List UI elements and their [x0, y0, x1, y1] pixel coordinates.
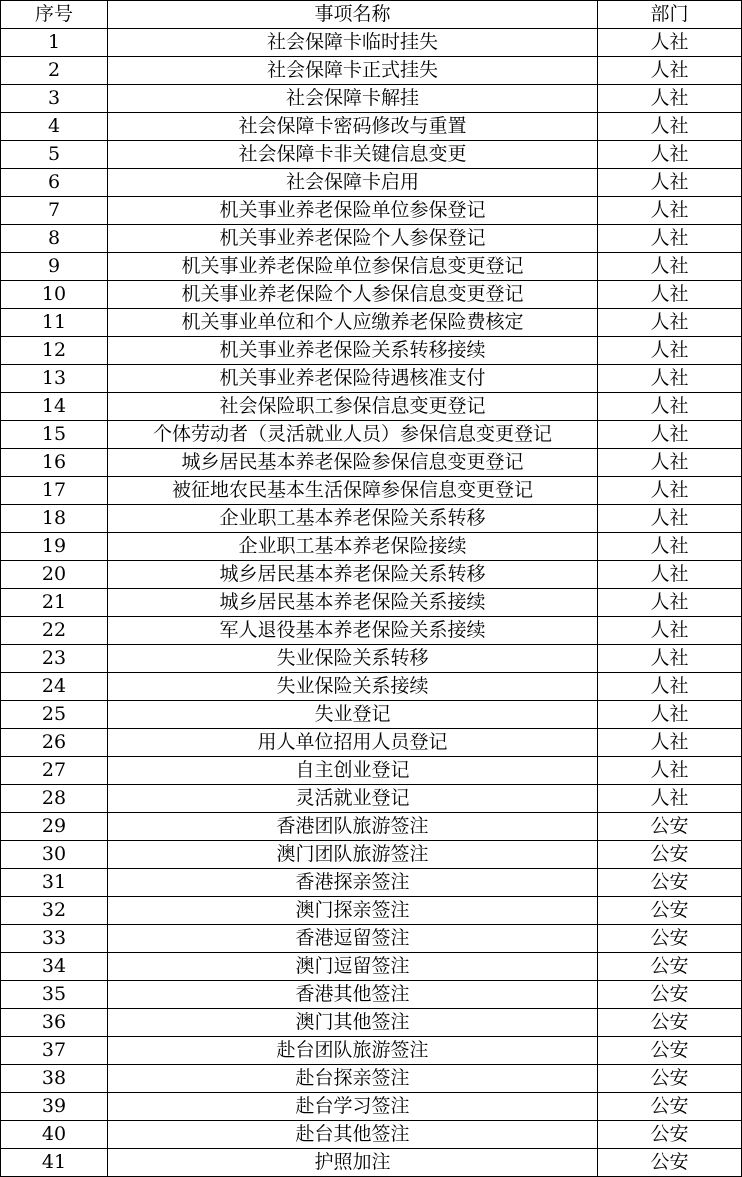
row-item-name: 社会保障卡正式挂失 — [108, 57, 598, 85]
row-department: 人社 — [598, 337, 742, 365]
row-department: 人社 — [598, 785, 742, 813]
row-index: 35 — [1, 981, 108, 1009]
row-department: 人社 — [598, 617, 742, 645]
row-index: 37 — [1, 1037, 108, 1065]
table-row — [1, 533, 742, 561]
table-row — [1, 757, 742, 785]
table-row — [1, 1093, 742, 1121]
row-index: 41 — [1, 1149, 108, 1177]
row-index: 14 — [1, 393, 108, 421]
table-row — [1, 85, 742, 113]
row-item-name: 机关事业养老保险关系转移接续 — [108, 337, 598, 365]
row-item-name: 社会保障卡密码修改与重置 — [108, 113, 598, 141]
table-row — [1, 673, 742, 701]
row-department: 人社 — [598, 645, 742, 673]
table-row — [1, 785, 742, 813]
row-item-name: 企业职工基本养老保险关系转移 — [108, 505, 598, 533]
row-item-name: 失业保险关系转移 — [108, 645, 598, 673]
row-department: 人社 — [598, 477, 742, 505]
row-department: 公安 — [598, 925, 742, 953]
row-department: 人社 — [598, 505, 742, 533]
table-row — [1, 729, 742, 757]
row-item-name: 军人退役基本养老保险关系接续 — [108, 617, 598, 645]
table-row — [1, 869, 742, 897]
table-body — [1, 29, 742, 1177]
row-department: 人社 — [598, 729, 742, 757]
row-department: 人社 — [598, 673, 742, 701]
row-index: 20 — [1, 561, 108, 589]
table-row — [1, 561, 742, 589]
row-index: 2 — [1, 57, 108, 85]
row-department: 人社 — [598, 309, 742, 337]
row-item-name: 澳门团队旅游签注 — [108, 841, 598, 869]
row-index: 33 — [1, 925, 108, 953]
row-item-name: 个体劳动者（灵活就业人员）参保信息变更登记 — [108, 421, 598, 449]
row-index: 13 — [1, 365, 108, 393]
row-index: 27 — [1, 757, 108, 785]
row-index: 36 — [1, 1009, 108, 1037]
row-index: 15 — [1, 421, 108, 449]
table-row — [1, 897, 742, 925]
table-row — [1, 281, 742, 309]
table-row — [1, 617, 742, 645]
row-item-name: 城乡居民基本养老保险关系转移 — [108, 561, 598, 589]
table-row — [1, 477, 742, 505]
row-department: 人社 — [598, 253, 742, 281]
row-item-name: 赴台学习签注 — [108, 1093, 598, 1121]
row-item-name: 香港逗留签注 — [108, 925, 598, 953]
row-item-name: 澳门探亲签注 — [108, 897, 598, 925]
table-row — [1, 1149, 742, 1177]
row-item-name: 赴台团队旅游签注 — [108, 1037, 598, 1065]
row-department: 公安 — [598, 869, 742, 897]
row-index: 28 — [1, 785, 108, 813]
row-department: 公安 — [598, 1093, 742, 1121]
row-department: 公安 — [598, 981, 742, 1009]
row-index: 24 — [1, 673, 108, 701]
row-item-name: 失业保险关系接续 — [108, 673, 598, 701]
row-item-name: 香港探亲签注 — [108, 869, 598, 897]
table-row — [1, 197, 742, 225]
row-item-name: 澳门其他签注 — [108, 1009, 598, 1037]
row-item-name: 护照加注 — [108, 1149, 598, 1177]
row-department: 人社 — [598, 533, 742, 561]
table-row — [1, 589, 742, 617]
table-row — [1, 337, 742, 365]
table-row — [1, 925, 742, 953]
row-item-name: 香港其他签注 — [108, 981, 598, 1009]
table-row — [1, 421, 742, 449]
row-item-name: 机关事业单位和个人应缴养老保险费核定 — [108, 309, 598, 337]
row-index: 19 — [1, 533, 108, 561]
row-index: 30 — [1, 841, 108, 869]
row-item-name: 赴台其他签注 — [108, 1121, 598, 1149]
row-department: 公安 — [598, 897, 742, 925]
row-department: 人社 — [598, 85, 742, 113]
row-item-name: 社会保障卡解挂 — [108, 85, 598, 113]
row-department: 公安 — [598, 813, 742, 841]
row-index: 9 — [1, 253, 108, 281]
row-item-name: 社会保障卡非关键信息变更 — [108, 141, 598, 169]
row-index: 22 — [1, 617, 108, 645]
table-row — [1, 841, 742, 869]
row-department: 人社 — [598, 757, 742, 785]
row-index: 11 — [1, 309, 108, 337]
row-item-name: 机关事业养老保险个人参保信息变更登记 — [108, 281, 598, 309]
table-row — [1, 29, 742, 57]
table-row — [1, 169, 742, 197]
table-row — [1, 449, 742, 477]
row-item-name: 香港团队旅游签注 — [108, 813, 598, 841]
table-row — [1, 393, 742, 421]
row-index: 1 — [1, 29, 108, 57]
header-item-name: 事项名称 — [108, 1, 598, 29]
row-item-name: 机关事业养老保险个人参保登记 — [108, 225, 598, 253]
row-department: 人社 — [598, 365, 742, 393]
row-department: 人社 — [598, 113, 742, 141]
row-department: 人社 — [598, 141, 742, 169]
table-row — [1, 813, 742, 841]
table-row — [1, 225, 742, 253]
row-index: 39 — [1, 1093, 108, 1121]
header-index: 序号 — [1, 1, 108, 29]
table-row — [1, 57, 742, 85]
table-row — [1, 141, 742, 169]
row-item-name: 企业职工基本养老保险接续 — [108, 533, 598, 561]
row-index: 8 — [1, 225, 108, 253]
row-department: 人社 — [598, 197, 742, 225]
row-department: 公安 — [598, 1121, 742, 1149]
row-department: 公安 — [598, 1009, 742, 1037]
row-index: 16 — [1, 449, 108, 477]
row-item-name: 社会保障卡临时挂失 — [108, 29, 598, 57]
row-department: 人社 — [598, 225, 742, 253]
row-department: 人社 — [598, 29, 742, 57]
row-index: 5 — [1, 141, 108, 169]
row-item-name: 城乡居民基本养老保险关系接续 — [108, 589, 598, 617]
row-item-name: 用人单位招用人员登记 — [108, 729, 598, 757]
row-item-name: 社会保障卡启用 — [108, 169, 598, 197]
table-row — [1, 1121, 742, 1149]
row-index: 12 — [1, 337, 108, 365]
table-row — [1, 1065, 742, 1093]
row-department: 人社 — [598, 57, 742, 85]
row-index: 4 — [1, 113, 108, 141]
row-index: 29 — [1, 813, 108, 841]
table-row — [1, 309, 742, 337]
row-department: 人社 — [598, 589, 742, 617]
row-item-name: 被征地农民基本生活保障参保信息变更登记 — [108, 477, 598, 505]
row-item-name: 机关事业养老保险单位参保信息变更登记 — [108, 253, 598, 281]
row-index: 26 — [1, 729, 108, 757]
row-index: 18 — [1, 505, 108, 533]
row-index: 10 — [1, 281, 108, 309]
row-index: 25 — [1, 701, 108, 729]
table-row — [1, 701, 742, 729]
row-department: 公安 — [598, 1149, 742, 1177]
row-item-name: 灵活就业登记 — [108, 785, 598, 813]
table-row — [1, 981, 742, 1009]
row-index: 31 — [1, 869, 108, 897]
table-row — [1, 365, 742, 393]
table-row — [1, 953, 742, 981]
row-department: 人社 — [598, 421, 742, 449]
row-index: 40 — [1, 1121, 108, 1149]
row-department: 公安 — [598, 1065, 742, 1093]
row-department: 人社 — [598, 561, 742, 589]
row-department: 人社 — [598, 393, 742, 421]
table-row — [1, 1037, 742, 1065]
row-department: 公安 — [598, 1037, 742, 1065]
row-department: 人社 — [598, 701, 742, 729]
row-index: 21 — [1, 589, 108, 617]
table-row — [1, 113, 742, 141]
row-index: 23 — [1, 645, 108, 673]
row-item-name: 赴台探亲签注 — [108, 1065, 598, 1093]
row-department: 人社 — [598, 449, 742, 477]
table-row — [1, 505, 742, 533]
row-item-name: 社会保险职工参保信息变更登记 — [108, 393, 598, 421]
header-department: 部门 — [598, 1, 742, 29]
row-index: 3 — [1, 85, 108, 113]
table-row — [1, 253, 742, 281]
row-department: 公安 — [598, 953, 742, 981]
row-item-name: 机关事业养老保险单位参保登记 — [108, 197, 598, 225]
row-index: 7 — [1, 197, 108, 225]
row-item-name: 机关事业养老保险待遇核准支付 — [108, 365, 598, 393]
row-department: 人社 — [598, 169, 742, 197]
row-item-name: 城乡居民基本养老保险参保信息变更登记 — [108, 449, 598, 477]
row-item-name: 澳门逗留签注 — [108, 953, 598, 981]
row-item-name: 失业登记 — [108, 701, 598, 729]
row-item-name: 自主创业登记 — [108, 757, 598, 785]
row-department: 公安 — [598, 841, 742, 869]
row-index: 38 — [1, 1065, 108, 1093]
table-row — [1, 645, 742, 673]
row-index: 17 — [1, 477, 108, 505]
row-index: 32 — [1, 897, 108, 925]
table-row — [1, 1009, 742, 1037]
row-index: 6 — [1, 169, 108, 197]
row-index: 34 — [1, 953, 108, 981]
row-department: 人社 — [598, 281, 742, 309]
table-header-row — [1, 1, 742, 29]
